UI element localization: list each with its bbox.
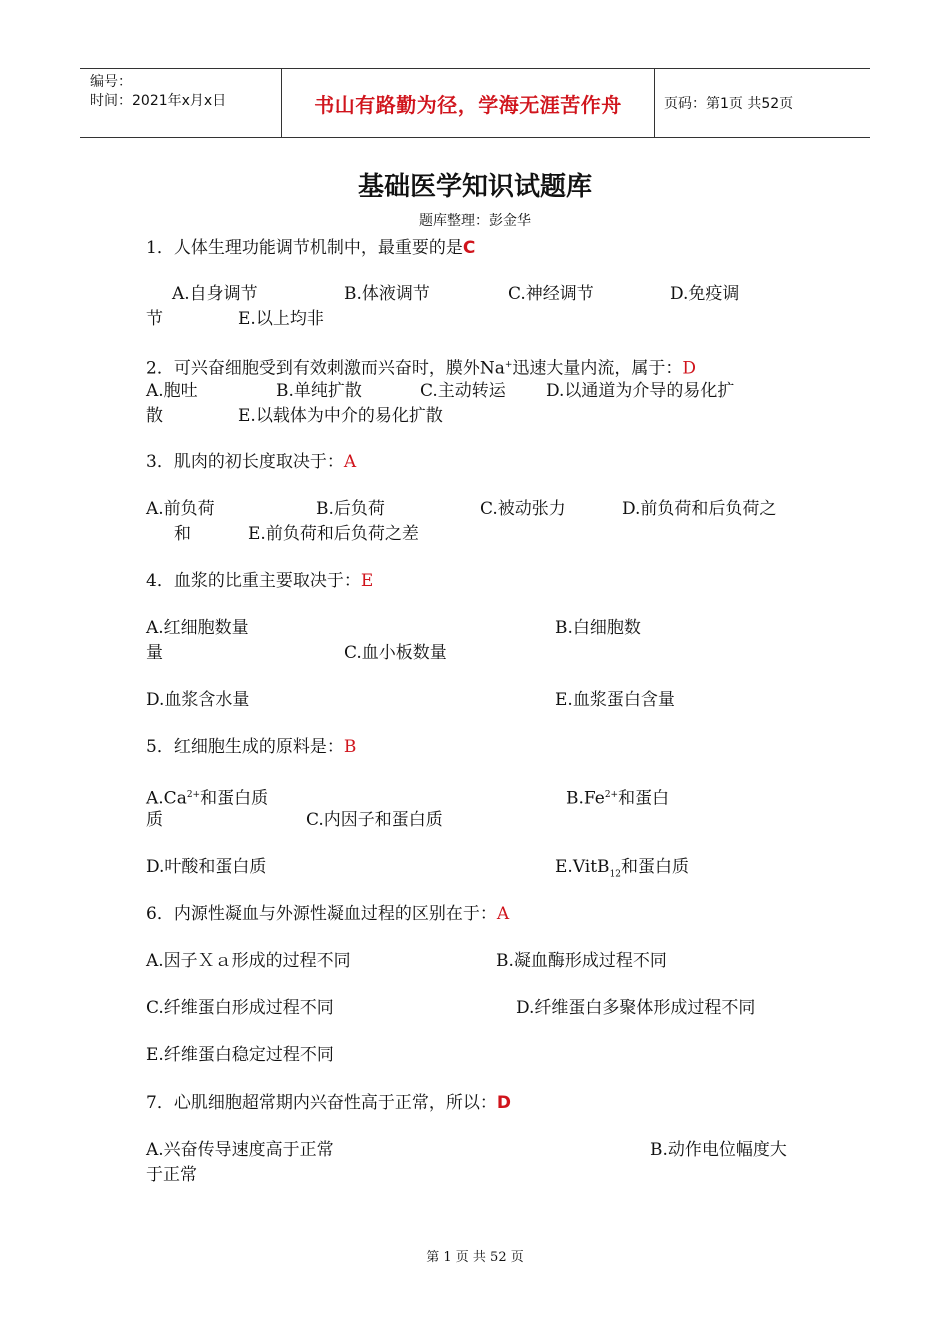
- option-e: E.血浆蛋白含量: [555, 690, 675, 710]
- answer: B: [343, 737, 357, 757]
- option-e: E.以载体为中介的易化扩散: [238, 406, 443, 426]
- option-b: B.后负荷: [316, 499, 385, 519]
- option-d: D.前负荷和后负荷之: [622, 499, 777, 519]
- question-text: 6．内源性凝血与外源性凝血过程的区别在于：: [146, 904, 497, 924]
- header-motto: 书山有路勤为径，学海无涯苦作舟: [282, 69, 655, 137]
- answer: E: [360, 571, 374, 591]
- option-d-continued: 节: [146, 309, 163, 329]
- option-d: D.以通道为介导的易化扩: [546, 381, 735, 401]
- question-text: 5．红细胞生成的原料是：: [146, 737, 344, 757]
- page-footer: 第 1 页 共 52 页: [426, 1250, 524, 1265]
- question-text: 1．人体生理功能调节机制中，最重要的是: [146, 238, 463, 258]
- option-b: B.凝血酶形成过程不同: [496, 951, 667, 971]
- header-page-label: 页码：第1页 共52页: [664, 96, 794, 112]
- option-b: B.动作电位幅度大: [650, 1140, 787, 1160]
- option-a-text-cont: 和蛋白质: [200, 788, 269, 809]
- option-a: A.前负荷: [146, 499, 215, 519]
- question-6: [146, 903, 509, 925]
- answer: C: [462, 238, 476, 258]
- header-meta: [80, 69, 282, 137]
- option-a: A.胞吐: [146, 381, 198, 401]
- option-b-continued: 于正常: [146, 1165, 197, 1185]
- option-d-continued: 散: [146, 406, 163, 426]
- option-d: D.免疫调: [670, 284, 740, 304]
- option-a-text: A.Ca: [146, 788, 187, 809]
- option-b-text: B.Fe: [566, 788, 605, 809]
- option-c: C.神经调节: [508, 284, 594, 304]
- option-a: A.兴奋传导速度高于正常: [146, 1140, 334, 1160]
- option-a: A.因子Ｘａ形成的过程不同: [146, 951, 351, 971]
- superscript: +: [504, 360, 513, 370]
- option-d: D.纤维蛋白多聚体形成过程不同: [516, 998, 756, 1018]
- question-text: 2．可兴奋细胞受到有效刺激而兴奋时，膜外Na: [146, 358, 505, 379]
- question-2: [146, 354, 696, 380]
- option-d: D.叶酸和蛋白质: [146, 857, 267, 877]
- option-b: B.体液调节: [344, 284, 430, 304]
- option-e: E.以上均非: [238, 309, 324, 329]
- question-4: [146, 570, 373, 592]
- number-label: 编号：: [90, 74, 132, 90]
- option-e: E.纤维蛋白稳定过程不同: [146, 1045, 334, 1065]
- option-a: A.红细胞数量: [146, 618, 249, 638]
- document-title: 基础医学知识试题库: [357, 172, 592, 202]
- answer: D: [682, 358, 697, 379]
- question-text-cont: 迅速大量内流，属于：: [512, 358, 683, 379]
- option-b-continued: 量: [146, 643, 163, 663]
- question-text: 3．肌肉的初长度取决于：: [146, 452, 344, 472]
- option-b-text-cont: 和蛋白: [618, 788, 670, 809]
- option-e-text-cont: 和蛋白质: [621, 857, 690, 877]
- option-e-text: E.VitB: [555, 857, 610, 877]
- option-b-continued: 质: [146, 810, 163, 830]
- question-text: 4．血浆的比重主要取决于：: [146, 571, 361, 591]
- option-c: C.被动张力: [480, 499, 566, 519]
- question-3: [146, 451, 356, 473]
- answer: A: [343, 452, 357, 472]
- answer: A: [496, 904, 510, 924]
- question-text: 7．心肌细胞超常期内兴奋性高于正常，所以：: [146, 1093, 497, 1113]
- option-c: C.主动转运: [420, 381, 506, 401]
- document-subtitle: 题库整理：彭金华: [419, 213, 531, 229]
- option-b: B.单纯扩散: [276, 381, 362, 401]
- question-7: [146, 1092, 511, 1114]
- superscript: 2+: [604, 790, 619, 800]
- option-c: C.纤维蛋白形成过程不同: [146, 998, 334, 1018]
- option-a: A.自身调节: [172, 284, 258, 304]
- option-e: [555, 856, 689, 885]
- option-e: E.前负荷和后负荷之差: [248, 524, 419, 544]
- superscript: 2+: [186, 790, 201, 800]
- option-b: B.白细胞数: [555, 618, 641, 638]
- date-label: 时间：2021年x月x日: [90, 93, 227, 109]
- option-c: C.血小板数量: [344, 643, 447, 663]
- page-header: [80, 68, 870, 138]
- option-a: [146, 784, 268, 810]
- answer: D: [496, 1093, 511, 1113]
- option-d: D.血浆含水量: [146, 690, 250, 710]
- option-b: [566, 784, 669, 810]
- option-d-continued: 和: [174, 524, 191, 544]
- option-c: C.内因子和蛋白质: [306, 810, 443, 830]
- question-1: [146, 237, 475, 259]
- subscript: 12: [609, 869, 622, 880]
- question-5: [146, 736, 356, 758]
